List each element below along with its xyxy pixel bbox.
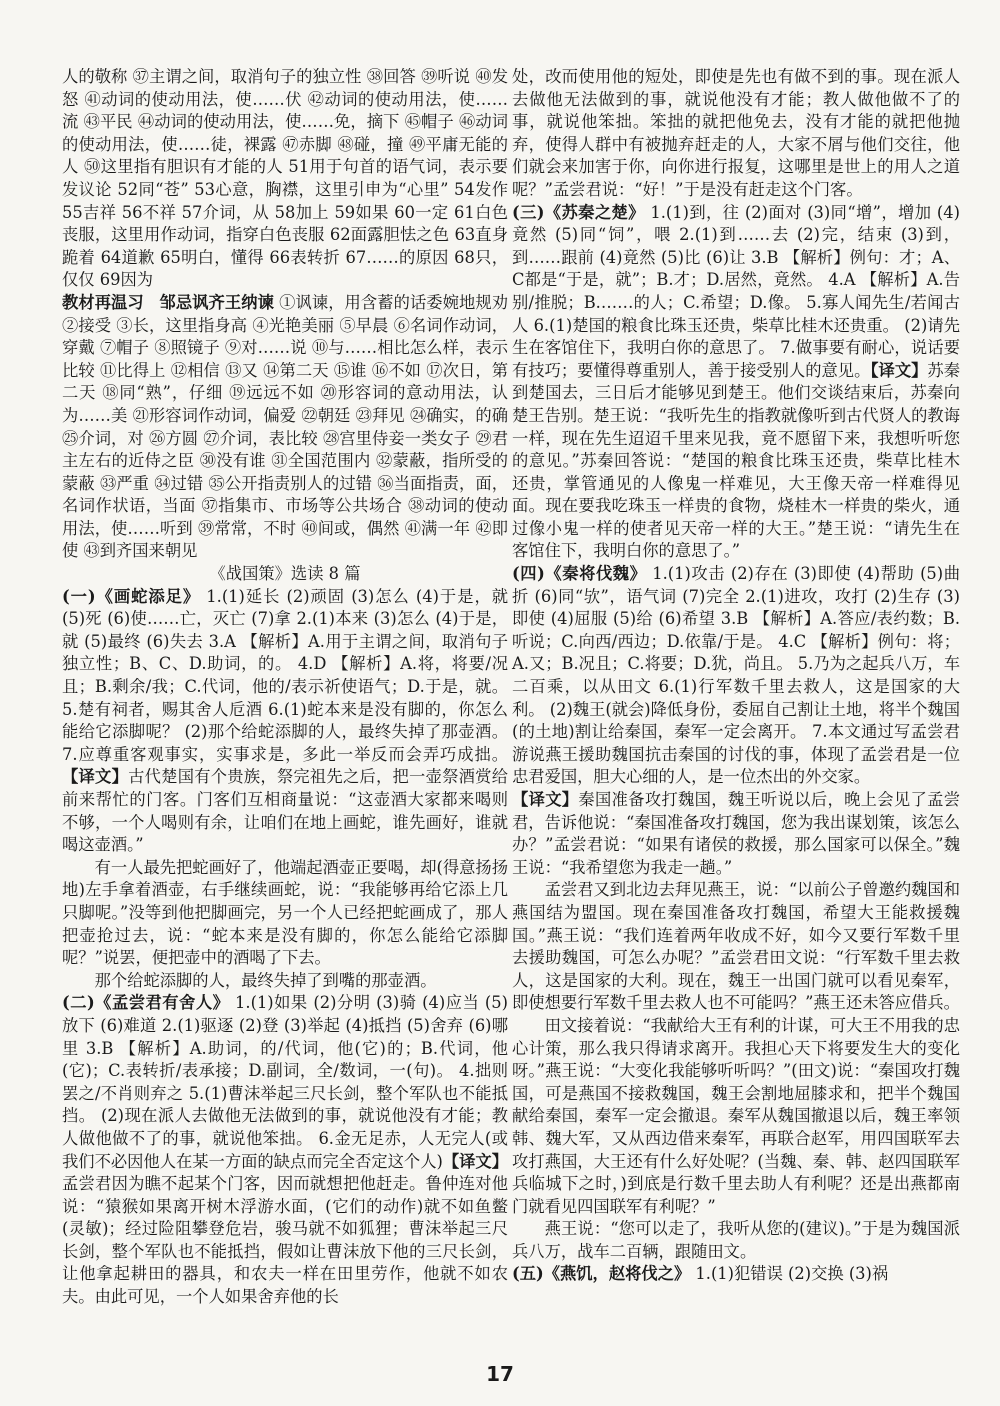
section-1-answers: 1.(1)延长 (2)顽固 (3)怎么 (4)于是，就 (5)死 (6)使……亡，灭亡 (7)拿 2.(1)本来 (3)怎么 (4)于是，就 (5)最终 (6)失去 3.A 【解析】A.用于主谓之间，取消句子独立性；B、C、D.助词，的。 4.D 【解析】A.将，将要/况且；B.剩余/我；C.代词，他的/表示祈使语气；D.于是，就。 5.楚有祠者，赐其舍人卮酒 6.(1)蛇本来是没有脚的，你怎么能给它添脚呢？ (2)那个给蛇添脚的人，最终失掉了那壶酒。 7.应尊重客观事实，实事求是，多此一举反而会弄巧成拙。 — [62, 586, 508, 764]
section-3-title: (三)《苏秦之楚》 — [512, 202, 645, 222]
section-4-translation-3: 田文接着说：“我献给大王有利的计谋，可大王不用我的忠心计策，那么我只得请求离开。我担心天下将要发生大的变化呀。”燕王说：“大变化我能够听听吗？”(田文)说：“秦国攻打魏国，可是燕国不接救魏国，魏王会割地屈膝求和，把半个魏国献给秦国，秦军一定会撤退。秦军从魏国撤退以后，魏王率领韩、魏大军，又从西边借来秦军，再联合赵军，用四国联军去攻打燕国，大王还有什么好处呢？(当魏、秦、韩、赵四国联军兵临城下之时，)到底是行数千里去助人有利呢？还是出燕都南门就看见四国联军有利呢？” — [512, 1015, 960, 1216]
section-4-translation-4: 燕王说：“您可以走了，我听从您的(建议)。”于是为魏国派兵八万，战车二百辆，跟随田文。 — [512, 1219, 960, 1261]
right-column — [512, 66, 960, 1286]
section-5-title: (五)《燕饥，赵将伐之》 — [512, 1264, 691, 1284]
section-2-title: (二)《孟尝君有舍人》 — [62, 993, 230, 1013]
section-3-translation: 苏秦到楚国去，三日后才能够见到楚王。他们交谈结束后，苏秦向楚王告别。楚王说：“我听先生的指教就像听到古代贤人的教诲一样，现在先生迢迢千里来见我，竟不愿留下来，我想听听您的意见。”苏秦回答说：“楚国的粮食比珠玉还贵，柴草比桂木还贵，掌管通见的人像鬼一样难见，大王像天帝一样难得见面。现在要我吃珠玉一样贵的食物，烧桂木一样贵的柴火，通过像小鬼一样的使者见天帝一样的大王。”楚王说：“请先生在客馆住下，我明白你的意思了。” — [512, 360, 960, 561]
section-4-translation: 秦国准备攻打魏国，魏王听说以后，晚上会见了孟尝君，告诉他说：“秦国准备攻打魏国，您为我出谋划策，该怎么办？”孟尝君说：“如果有诸侯的救援，那么国家可以保全。”魏王说：“我希望您为我走一趟。” — [512, 790, 960, 877]
translation-label: 【译文】 — [62, 767, 129, 787]
section-3 — [512, 202, 960, 564]
section-subtitle: 邹忌讽齐王纳谏 — [159, 292, 274, 312]
section-4-translation-block — [512, 789, 960, 879]
translation-label: 【译文】 — [442, 1151, 508, 1171]
section-3-answers: 1.(1)到，往 (2)面对 (3)同“增”，增加 (4)竟然 (5)同“饲”，喂 2.(1)到……去 (2)完，结束 (3)到，到……跟前 (4)竟然 (5)比 (6)让 3.B 【解析】例句：才；A、C都是“于是，就”；B.才；D.居然，竟然。 4.A 【解析】A.告别/推脱；B.……的人；C.希望；D.像。 5.寡人闻先生/若闻古人 6.(1)楚国的粮食比珠玉还贵，柴草比桂木还贵重。 (2)请先生在客馆住下，我明白你的意思了。 7.做事要有耐心，说话要有技巧；要懂得尊重别人，善于接受别人的意见。 — [512, 202, 960, 380]
translation-label: 【译文】 — [870, 360, 928, 380]
section-label: 教材再温习 — [62, 292, 144, 312]
jiaocai-section — [62, 292, 508, 563]
section-1-title: (一)《画蛇添足》 — [62, 586, 201, 606]
section-1 — [62, 586, 508, 857]
page-number: 17 — [486, 1362, 514, 1386]
left-continued-answers: 人的敬称 ㊲主谓之间，取消句子的独立性 ㊳回答 ㊴听说 ㊵发怒 ㊶动词的使动用法，使……伏 ㊷动词的使动用法，使……流 ㊸平民 ㊹动词的使动用法，使……免，摘下 ㊺帽子 ㊻动词的使动用法，使……徒，裸露 ㊼赤脚 ㊽碰，撞 ㊾平庸无能的人 ㊿这里指有胆识有才能的人 51用于句首的语气词，表示要发议论 52同“苍” 53心意，胸襟，这里引申为“心里” 54发作 55吉祥 56不祥 57介词，从 58加上 59如果 60一定 61白色丧服，这里用作动词，指穿白色丧服 62面露胆怯之色 63直身跪着 64道歉 65明白，懂得 66表转折 67……的原因 68只，仅仅 69因为 — [62, 67, 508, 290]
section-2 — [62, 992, 508, 1308]
section-4-translation-2: 孟尝君又到北边去拜见燕王，说：“以前公子曾邀约魏国和燕国结为盟国。现在秦国准备攻打魏国，希望大王能救援魏国。”燕王说：“我们连着两年收成不好，如今又要行军数千里去援助魏国，可怎么办呢？”孟尝君田文说：“行军数千里去救人，这是国家的大利。现在，魏王一出国门就可以看见秦军，即使想要行军数千里去救人也不可能吗？”燕王还未答应借兵。 — [512, 880, 960, 1013]
section-5-answers: 1.(1)犯错误 (2)交换 (3)祸 — [690, 1264, 889, 1284]
left-column — [62, 66, 508, 1309]
translation-label: 【译文】 — [512, 790, 579, 809]
section-2-translation-cont: 处，改而使用他的短处，即使是先也有做不到的事。现在派人去做他无法做到的事，就说他没有才能；教人做他做不了的事，就说他笨拙。笨拙的就把他免去，没有才能的就把他抛弃，使得人群中有被抛弃赶走的人，大家不屑与他们交往，他们就会来加害于你，向你进行报复，这哪里是世上的用人之道呢？”孟尝君说：“好！”于是没有赶走这个门客。 — [512, 67, 960, 199]
section-2-answers: 1.(1)如果 (2)分明 (3)骑 (4)应当 (5)放下 (6)难道 2.(1)驱逐 (2)登 (3)举起 (4)抵挡 (5)舍弃 (6)哪里 3.B 【解析】A.助词，的/代词，他(它)的；B.代词，他(它)；C.表转折/表承接；D.副词，全/数词，一(句)。 4.拙则罢之/不肖则弃之 5.(1)曹沫举起三尺长剑，整个军队也不能抵挡。 (2)现在派人去做他无法做到的事，就说他没有才能；教人做他做不了的事，就说他笨拙。 6.金无足赤，人无完人(或我们不必因他人在某一方面的缺点而完全否定这个人) — [62, 993, 508, 1171]
section-1-translation-3: 那个给蛇添脚的人，最终失掉了到嘴的那壶酒。 — [94, 970, 437, 990]
section-4 — [512, 563, 960, 789]
section-1-translation-2: 有一人最先把蛇画好了，他端起酒壶正要喝，却(得意扬扬地)左手拿着酒壶，右手继续画蛇，说：“我能够再给它添上几只脚呢。”没等到他把脚画完，另一个人已经把蛇画成了，那人把壶抢过去，说：“蛇本来是没有脚的，你怎么能给它添脚呢？”说罢，便把壶中的酒喝了下去。 — [62, 857, 508, 968]
section-body: ①讽谏，用含蓄的话委婉地规劝 ②接受 ③长，这里指身高 ④光艳美丽 ⑤早晨 ⑥名词作动词，穿戴 ⑦帽子 ⑧照镜子 ⑨对……说 ⑩与……相比怎么样，表示比较 ⑪比得上 ⑫相信 ⑬又 ⑭第二天 ⑮谁 ⑯不如 ⑰次日，第二天 ⑱同“熟”，仔细 ⑲远远不如 ⑳形容词的意动用法，认为……美 ㉑形容词作动词，偏爱 ㉒朝廷 ㉓拜见 ㉔确实，的确 ㉕介词，对 ㉖方圆 ㉗介词，表比较 ㉘宫里侍妾一类女子 ㉙君主左右的近侍之臣 ㉚没有谁 ㉛全国范围内 ㉜蒙蔽，指所受的蒙蔽 ㉝严重 ㉞过错 ㉟公开指责别人的过错 ㊱当面指责，面，名词作状语，当面 ㊲指集市、市场等公共场合 ㊳动词的使动用法，使……听到 ㊴常常，不时 ㊵间或，偶然 ㊶满一年 ㊷即使 ㊸到齐国来朝见 — [62, 292, 508, 561]
section-4-title: (四)《秦将伐魏》 — [512, 564, 647, 584]
section-2-translation: 孟尝君因为瞧不起某个门客，因而就想把他赶走。鲁仲连对他说：“猿猴如果离开树木浮游水面，(它们的动作)就不如鱼鳖(灵敏)；经过险阻攀登危岩，骏马就不如狐狸；曹沫举起三尺长剑，整个军队也不能抵挡，假如让曹沫放下他的三尺长剑，让他拿起耕田的器具，和农夫一样在田里劳作，他就不如农夫。由此可见，一个人如果舍弃他的长 — [62, 1174, 508, 1307]
section-4-answers: 1.(1)攻击 (2)存在 (3)即使 (4)帮助 (5)曲折 (6)同“欤”，语气词 (7)完全 2.(1)进攻，攻打 (2)生存 (3)即使 (4)屈服 (5)给 (6)希望 3.B 【解析】A.答应/表约数；B.听说；C.向西/西边；D.依靠/于是。 4.C 【解析】例句：将；A.又；B.况且；C.将要；D.犹，尚且。 5.乃为之起兵八万，车二百乘，以从田文 6.(1)行军数千里去救人，这是国家的大利。 (2)魏王(就会)降低身份，委屈自己割让土地，将半个魏国(的土地)割让给秦国，秦军一定会离开。 7.本文通过写孟尝君游说燕王援助魏国抗击秦国的讨伐的事，体现了孟尝君是一位忠君爱国，胆大心细的人，是一位杰出的外交家。 — [512, 564, 960, 787]
section-5 — [512, 1263, 960, 1286]
zhanguoce-title: 《战国策》选读 8 篇 — [209, 564, 361, 584]
section-1-translation: 古代楚国有个贵族，祭完祖先之后，把一壶祭酒赏给前来帮忙的门客。门客们互相商量说：“这壶酒大家都来喝则不够，一个人喝则有余，让咱们在地上画蛇，谁先画好，谁就喝这壶酒。” — [62, 767, 508, 855]
